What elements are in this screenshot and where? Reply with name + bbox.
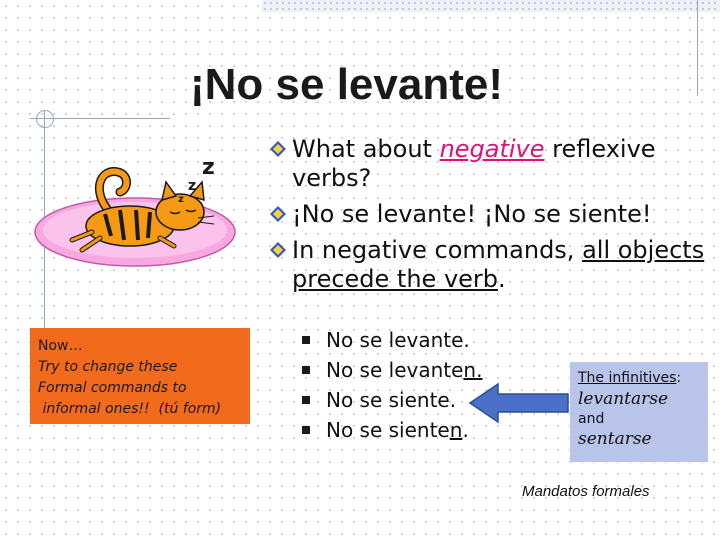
bullet-text: What about (292, 135, 440, 163)
command-text: No se levante (326, 358, 464, 382)
svg-text:z: z (178, 194, 184, 205)
footer-caption: Mandatos formales (522, 483, 650, 500)
sleeping-cat-image (30, 150, 260, 280)
decor-circle (36, 110, 54, 128)
diamond-bullet-icon (270, 141, 286, 157)
instruction-line: Try to change these (38, 359, 178, 375)
command-end: . (463, 328, 470, 352)
svg-text:z: z (188, 178, 197, 194)
list-item (300, 325, 500, 355)
decor-vertical-line (697, 0, 698, 96)
emphasis-negative: negative (439, 135, 545, 163)
command-end: . (449, 388, 457, 412)
top-decor-band (262, 0, 720, 12)
command-suffix: n (463, 358, 477, 382)
bullet-text: ¡No se levante! ¡No se siente! (292, 200, 652, 228)
and-label: and (578, 411, 605, 427)
bullet-list (270, 135, 710, 301)
square-bullet-icon (302, 426, 310, 434)
command-text: No se levante (326, 328, 464, 352)
bullet-negative-reflexive (270, 135, 710, 193)
verb-levantarse: levantarse (578, 389, 669, 409)
command-text: No se siente (326, 388, 450, 412)
instruction-line: informal ones!! (tú form) (38, 401, 222, 417)
underlined-phrase: objects precede the verb (292, 236, 705, 293)
command-end: . (476, 358, 483, 382)
instruction-line: Now… (38, 338, 83, 354)
underlined-all: all (582, 236, 611, 264)
svg-text:z: z (202, 155, 215, 180)
command-end: . (462, 418, 469, 442)
instruction-box (30, 328, 250, 424)
command-suffix: n (449, 418, 463, 442)
square-bullet-icon (302, 396, 310, 404)
slide-title: ¡No se levante! (190, 60, 503, 109)
verb-sentarse: sentarse (578, 429, 652, 449)
bullet-examples (270, 200, 710, 229)
diamond-bullet-icon (270, 242, 286, 258)
square-bullet-icon (302, 366, 310, 374)
list-item (300, 355, 500, 385)
square-bullet-icon (302, 336, 310, 344)
bullet-text: . (498, 265, 506, 293)
instruction-line: Formal commands to (38, 380, 187, 396)
left-arrow-icon (468, 382, 570, 424)
diamond-bullet-icon (270, 206, 286, 222)
bullet-rule (270, 236, 710, 294)
bullet-text: reflexive verbs? (292, 135, 656, 192)
command-text: No se siente (326, 418, 450, 442)
bullet-text: In negative commands, (292, 236, 583, 264)
infinitives-heading: The infinitives: (578, 370, 682, 386)
infinitives-box (570, 362, 708, 462)
